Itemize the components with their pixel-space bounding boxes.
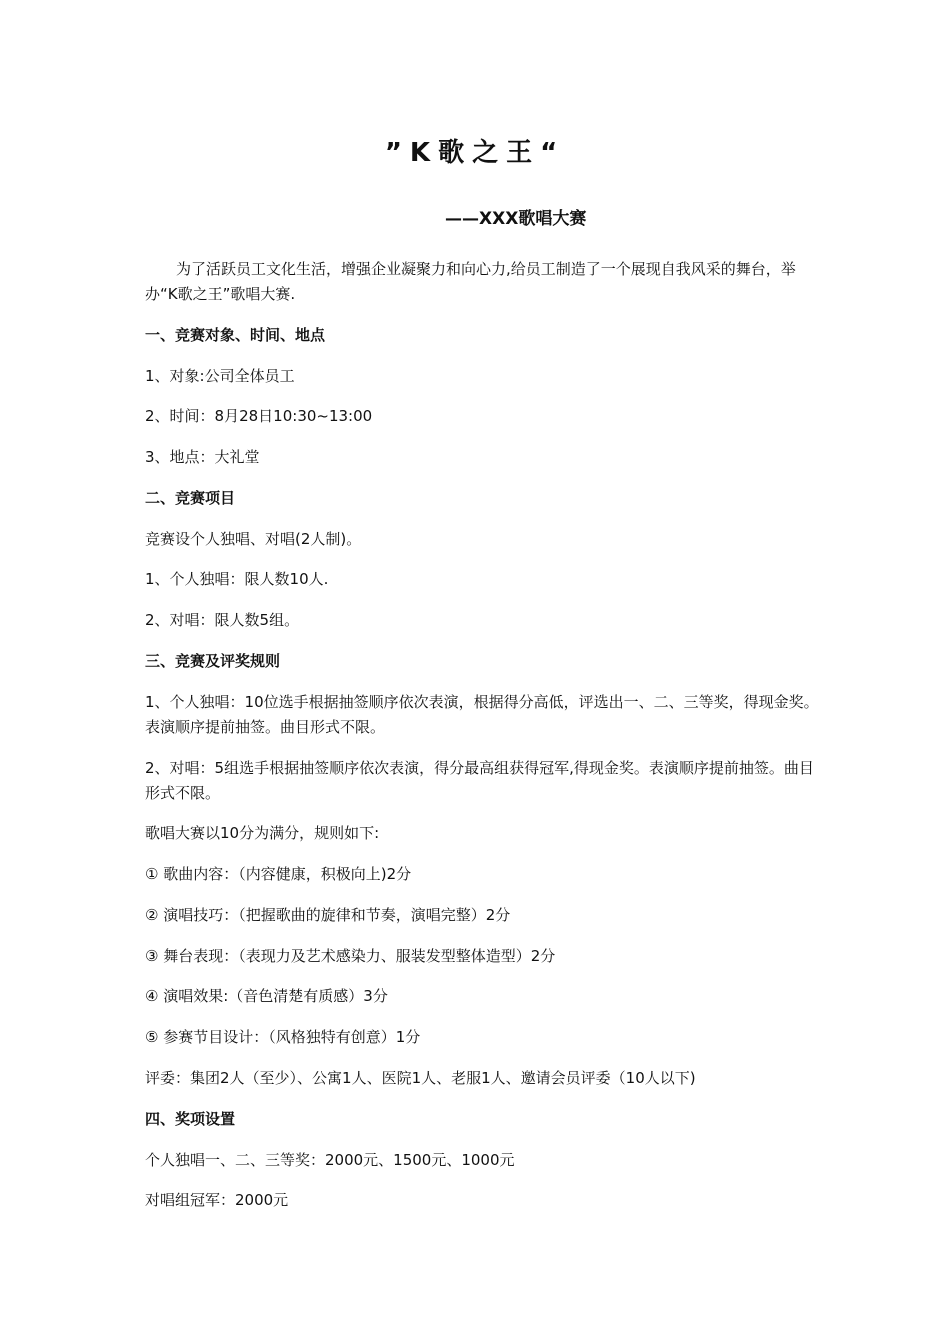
list-item: 3、地点：大礼堂 [145,448,260,466]
list-item: 1、个人独唱：限人数10人. [145,570,329,588]
rule-paragraph: 2、对唱：5组选手根据抽签顺序依次表演，得分最高组获得冠军,得现金奖。表演顺序提前抽签。曲目形式不限。 [145,759,814,802]
judges-line: 评委：集团2人（至少）、公寓1人、医院1人、老服1人、邀请会员评委（10人以下) [145,1069,696,1087]
list-item: 个人独唱一、二、三等奖：2000元、1500元、1000元 [145,1151,515,1169]
section-heading-4: 四、奖项设置 [145,1110,236,1128]
section-heading-1: 一、竞赛对象、时间、地点 [145,326,326,344]
criteria-item: ④ 演唱效果:（音色清楚有质感）3分 [145,987,388,1005]
scoring-intro: 歌唱大赛以10分为满分，规则如下: [145,824,380,842]
section-heading-3: 三、竞赛及评奖规则 [145,652,281,670]
document-subtitle: ——XXX歌唱大赛 [445,209,587,229]
list-item: 对唱组冠军：2000元 [145,1191,289,1209]
rule-paragraph: 1、个人独唱：10位选手根据抽签顺序依次表演，根据得分高低，评选出一、二、三等奖，得现金奖。表演顺序提前抽签。曲目形式不限。 [145,693,819,736]
criteria-item: ① 歌曲内容：（内容健康，积极向上)2分 [145,865,412,883]
criteria-item: ⑤ 参赛节目设计：（风格独特有创意）1分 [145,1028,421,1046]
document-title: ”K歌之王“ [384,138,566,168]
list-item: 1、对象:公司全体员工 [145,367,295,385]
criteria-item: ② 演唱技巧：（把握歌曲的旋律和节奏，演唱完整）2分 [145,906,511,924]
section-intro: 竞赛设个人独唱、对唱(2人制)。 [145,530,362,548]
list-item: 2、时间：8月28日10:30~13:00 [145,407,373,425]
intro-paragraph: 为了活跃员工文化生活，增强企业凝聚力和向心力,给员工制造了一个展现自我风采的舞台，举办“K歌之王”歌唱大赛. [145,260,796,303]
criteria-item: ③ 舞台表现：（表现力及艺术感染力、服装发型整体造型）2分 [145,947,556,965]
list-item: 2、对唱：限人数5组。 [145,611,300,629]
section-heading-2: 二、竞赛项目 [145,489,236,507]
